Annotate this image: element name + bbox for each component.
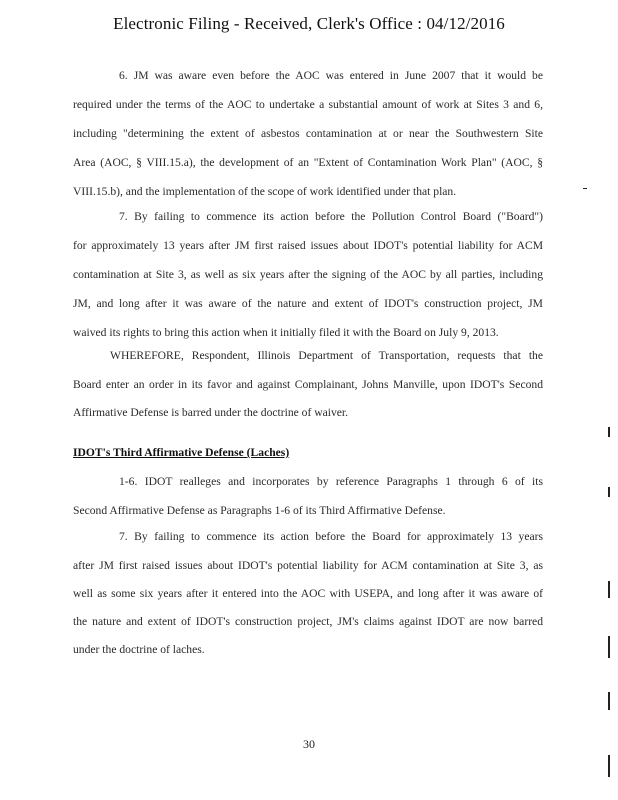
scan-mark xyxy=(608,692,610,710)
text-line: Second Affirmative Defense as Paragraphs 1-6 of its Third Affirmative Defense. xyxy=(73,504,446,517)
text-line: waived its rights to bring this action when it initially filed it with the Board on July 9, 2013. xyxy=(73,326,499,339)
text-line: for approximately 13 years after JM first raised issues about IDOT's potential liability for ACM xyxy=(73,239,543,252)
text-line: 7. By failing to commence its action before the Board for approximately 13 years xyxy=(119,530,543,543)
text-line: 7. By failing to commence its action before the Pollution Control Board ("Board") xyxy=(119,210,543,223)
scan-mark xyxy=(608,487,610,497)
scan-mark xyxy=(608,427,610,437)
scan-mark xyxy=(583,188,587,189)
text-line: required under the terms of the AOC to undertake a substantial amount of work at Sites 3 and 6, xyxy=(73,98,543,111)
text-line: under the doctrine of laches. xyxy=(73,643,205,656)
text-line: WHEREFORE, Respondent, Illinois Department of Transportation, requests that the xyxy=(110,349,543,362)
filing-header: Electronic Filing - Received, Clerk's Office : 04/12/2016 xyxy=(113,14,505,33)
page-number: 30 xyxy=(303,737,315,751)
text-line: JM, and long after it was aware of the nature and extent of IDOT's construction project, JM xyxy=(73,297,543,310)
text-line: 6. JM was aware even before the AOC was entered in June 2007 that it would be xyxy=(119,69,543,82)
scan-mark xyxy=(608,636,610,658)
text-line: VIII.15.b), and the implementation of the scope of work identified under that plan. xyxy=(73,185,457,198)
text-line: contamination at Site 3, as well as six years after the signing of the AOC by all parties, including xyxy=(73,268,543,281)
scan-mark xyxy=(608,581,610,598)
text-line: Area (AOC, § VIII.15.a), the development of an "Extent of Contamination Work Plan" (AOC, § xyxy=(73,156,543,169)
text-line: 1-6. IDOT realleges and incorporates by reference Paragraphs 1 through 6 of its xyxy=(119,475,543,488)
text-line: after JM first raised issues about IDOT's potential liability for ACM contamination at Site 3, as xyxy=(73,559,543,572)
text-line: Affirmative Defense is barred under the doctrine of waiver. xyxy=(73,406,349,419)
section-heading: IDOT's Third Affirmative Defense (Laches) xyxy=(73,446,290,459)
scan-mark xyxy=(608,755,610,777)
text-line: Board enter an order in its favor and against Complainant, Johns Manville, upon IDOT's Second xyxy=(73,378,543,391)
text-line: well as some six years after it entered into the AOC with USEPA, and long after it was aware of xyxy=(73,587,543,600)
text-line: including "determining the extent of asbestos contamination at or near the Southwestern Site xyxy=(73,127,543,140)
text-line: the nature and extent of IDOT's construction project, JM's claims against IDOT are now barred xyxy=(73,615,543,628)
